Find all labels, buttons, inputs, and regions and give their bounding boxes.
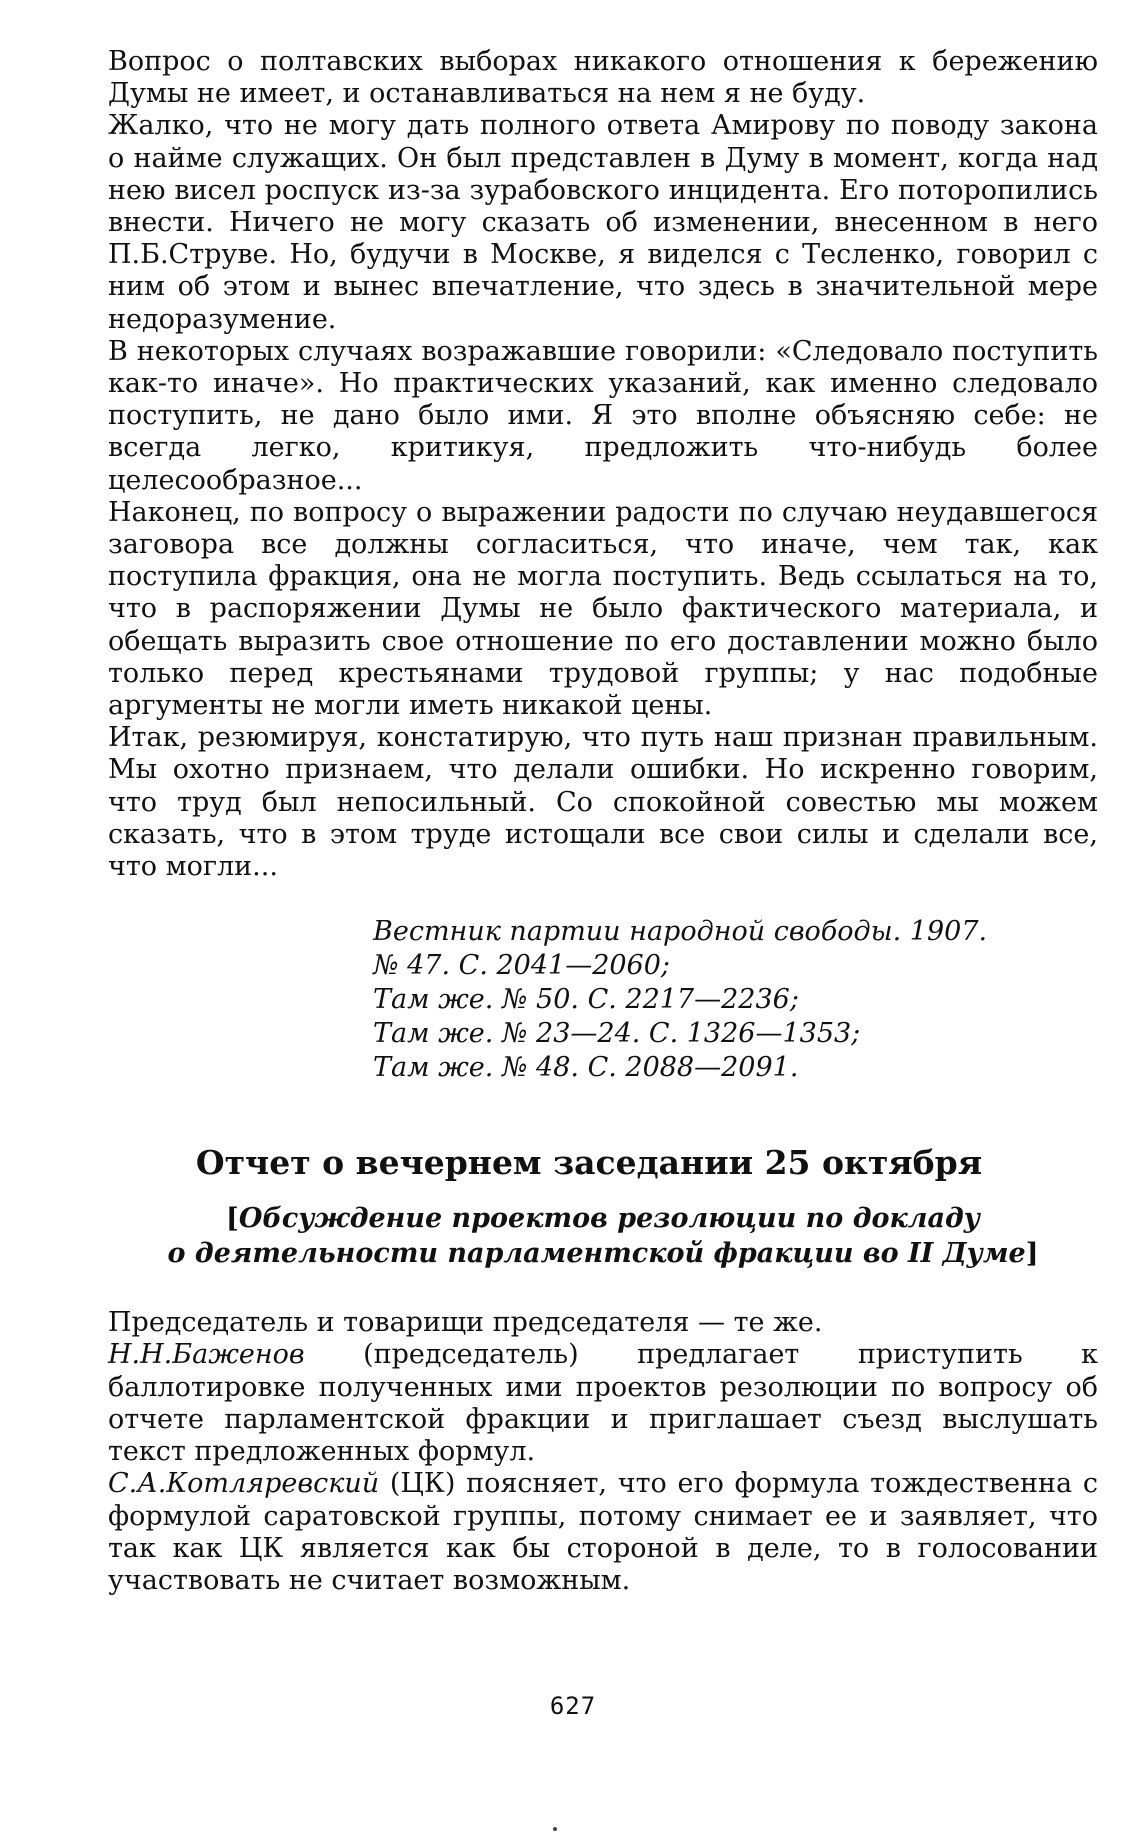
session-paragraph-2 — [108, 1339, 1098, 1468]
source-line-1: Вестник партии народной свободы. 1907. — [373, 916, 988, 948]
open-bracket: [ — [226, 1203, 239, 1235]
speaker-statement: (ЦК) поясняет, что его формула тождественна с формулой саратовской группы, потому снимает ее и заявляет, что так как ЦК является как бы стороной в деле, то в голосовании участвовать не считает возможным. — [108, 1468, 1098, 1596]
source-line-2: № 47. С. 2041—2060; — [373, 950, 670, 982]
section-subheading — [108, 1201, 1098, 1271]
subheading-line-2: о деятельности парламентской фракции во II Думе — [167, 1238, 1026, 1270]
page-number: 627 — [549, 1692, 597, 1720]
section-heading: Отчет о вечернем заседании 25 октября — [195, 1143, 983, 1183]
session-report — [108, 1307, 1098, 1597]
close-bracket: ] — [1025, 1238, 1039, 1270]
paragraph-5: Итак, резюмируя, констатирую, что путь наш признан правильным. Мы охотно признаем, что делали ошибки. Но искренно говорим, что труд был непосильный. Со спокойной совестью мы можем сказать, что в этом труде истощали все свои силы и сделали все, что могли... — [108, 722, 1098, 883]
speaker-name: Н.Н.Баженов — [108, 1339, 305, 1371]
paragraph-3: В некоторых случаях возражавшие говорили: «Следовало поступить как-то иначе». Но практических указаний, как именно следовало поступить, не дано было ими. Я это вполне объясняю себе: не всегда легко, критикуя, предложить что-нибудь более целесообразное... — [108, 335, 1098, 496]
speaker-statement: (председатель) предлагает приступить к баллотировке полученных ими проектов резолюции по вопросу об отчете парламентской фракции и приглашает съезд выслушать текст предложенных формул. — [108, 1339, 1098, 1468]
source-citation — [373, 915, 1098, 1085]
subheading-line-1: Обсуждение проектов резолюции по докладу — [238, 1203, 980, 1235]
paragraph-1: Вопрос о полтавских выборах никакого отношения к бережению Думы не имеет, и останавливаться на нем я не буду. — [108, 46, 1098, 110]
source-line-3: Там же. № 50. С. 2217—2236; — [373, 984, 799, 1016]
paragraph-4: Наконец, по вопросу о выражении радости по случаю неудавшегося заговора все должны согласиться, что иначе, чем так, как поступила фракция, она не могла поступить. Ведь ссылаться на то, что в распоряжении Думы не было фактического материала, и обещать выразить свое отношение по его доставлении можно было только перед крестьянами трудовой группы; у нас подобные аргументы не могли иметь никакой цены. — [108, 496, 1098, 722]
source-line-4: Там же. № 23—24. С. 1326—1353; — [373, 1018, 861, 1050]
session-paragraph-1: Председатель и товарищи председателя — те же. — [108, 1307, 823, 1339]
document-page — [108, 46, 1098, 1597]
session-paragraph-3 — [108, 1468, 1098, 1597]
speaker-name: С.А.Котляревский — [108, 1468, 380, 1500]
source-line-5: Там же. № 48. С. 2088—2091. — [373, 1052, 799, 1084]
paragraph-2: Жалко, что не могу дать полного ответа Амирову по поводу закона о найме служащих. Он был представлен в Думу в момент, когда над нею висел роспуск из-за зурабовского инцидента. Его поторопились внести. Ничего не могу сказать об изменении, внесенном в него П.Б.Струве. Но, будучи в Москве, я виделся с Тесленко, говорил с ним об этом и вынес впечатление, что здесь в значительной мере недоразумение. — [108, 110, 1098, 335]
print-speck — [553, 1827, 557, 1831]
